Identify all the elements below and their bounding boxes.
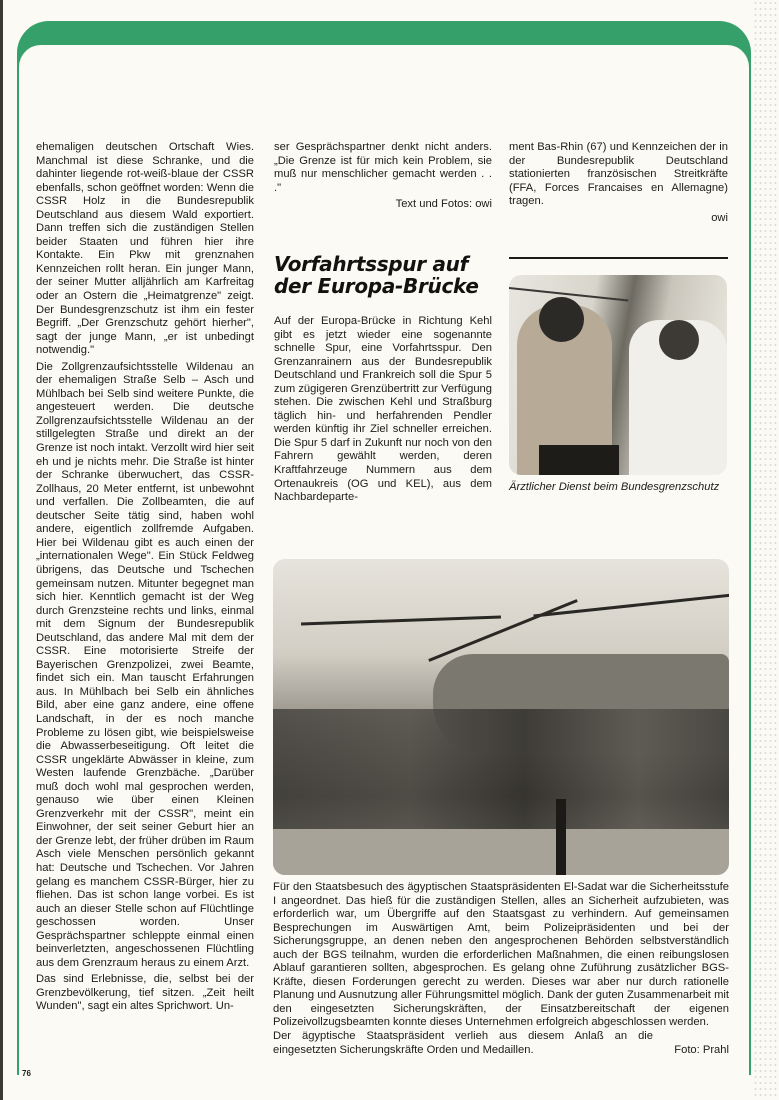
article1-credit: Text und Fotos: owi: [395, 198, 492, 211]
article1-paragraph: ehemaligen deutschen Ortschaft Wies. Manchmal ist diese Schranke, und die dahinter liegende rot-weiß-blaue der CSSR ebenfalls, schon geöffnet worden: Wenn die CSSR Holz in die Bundesrepublik Deutschland aus diesem Wald exportiert. Dann treffen sich die zuständigen Stellen beider Staaten und führen hier ihre Kontakte. Ein Pkw mit grenznahen Kennzeichen rollt heran. Ein junger Mann, der seiner Mutter alljährlich am Karfreitag oder an Ostern die „Heimatgrenze" zeigt. Der Bundesgrenzschutz ist ihm ein fester Begriff. „Der Grenzschutz gehört hierher", sagt der junge Mann, „er ist unbedingt notwendig.": [36, 141, 254, 357]
article2-continuation: ment Bas-Rhin (67) und Kennzeichen der in der Bundesrepublik Deutschland stationierten französischen Streitkräfte (FFA, Forces Francaises en Allemagne) tragen.: [509, 141, 728, 208]
scan-margin-texture: [753, 0, 779, 1100]
photo-figure-doctor-head: [659, 320, 699, 360]
photo-ground: [273, 829, 729, 875]
frame-bottom: [17, 1075, 751, 1081]
photo-helicopter-caption: [273, 881, 729, 1057]
section-divider: [509, 257, 728, 259]
article1-paragraph: Die Zollgrenzaufsichtsstelle Wildenau an der ehemaligen Straße Selb – Asch und Mühlbach bei Selb sind weitere Punkte, die angesteuert werden. Die deutsche Zollgrenzaufsichtsstelle Wildenau an der stillgelegten Straße und direkt an der Grenze ist noch intakt. Verzollt wird hier seit eh und je nichts mehr. Die Straße ist hinter der Schranke überwuchert, das CSSR-Zollhaus, 20 Meter entfernt, ist unbewohnt und verfallen. Die Zollbeamten, die auf deutscher Seite tätig sind, haben wohl andere, eigentlich zollfremde Aufgaben. Hier bei Wildenau gibt es auch einen der „internationalen Wege". Ein Stück Feldweg übrigens, das Deutsche und Tschechen gemeinsam nutzen. Mitunter begegnet man sich hier. Kenntlich gemacht ist der Weg durch Grenzsteine rechts und links, einmal mit dem Signum der Bundesrepublik Deutschland, das andere Mal mit dem der CSSR. Eine motorisierte Streife der Bayerischen Grenzpolizei, zwei Beamte, findet sich ein. Man tauscht Erfahrungen aus. In Mühlbach bei Selb ein ähnliches Bild, aber eine ganz andere, eine offene Landschaft, in der es noch manche Probleme zu lösen gibt, wie beispielsweise die Abwasserbeseitigung. Oft leitet die CSSR ungeklärte Abwässer in kleine, zum Westen laufende Grenzbäche. „Darüber muß doch wohl mal gesprochen werden, genauso wie über einen Kleinen Grenzverkehr mit der CSSR", meint ein Einwohner, der seit seiner Geburt hier an der Grenze lebt, der früher drüben im Raum Asch viele Menschen persönlich gekannt hat: Deutsche und Tschechen. Vor Jahren gelang es manchem CSSR-Bürger, hier zu fliehen. Das ist schon lange vorbei. Es ist auch an dieser Stelle schon auf Flüchtlinge geschossen worden. Unser Gesprächspartner schleppte einmal einen beinverletzten, angeschossenen Flüchtling aus dem Grenzraum heraus zu einem Arzt.: [36, 360, 254, 969]
photo-medical-caption: Ärztlicher Dienst beim Bundesgrenzschutz: [509, 481, 720, 493]
photo-figure-head: [539, 297, 584, 342]
article1-paragraph: Das sind Erlebnisse, die, selbst bei der Grenzbevölkerung, tief sitzen. „Zeit heilt Wunden", sagt ein altes Sprichwort. Un-: [36, 973, 254, 1013]
article2-column2: [509, 141, 728, 228]
photo-rotor-blade: [301, 616, 501, 626]
photo-medical-service: [509, 275, 727, 475]
article2-credit: owi: [711, 211, 728, 224]
photo-figure-trousers: [539, 445, 619, 475]
article2-body: Auf der Europa-Brücke in Richtung Kehl gibt es jetzt wieder eine sogenannte schnelle Spur, eine Vorfahrtsspur. Den Grenzanrainern aus der Bundesrepublik Deutschland und Frankreich soll die Spur 5 zum zügigeren Grenzübertritt zur Verfügung stehen. Die zwischen Kehl und Straßburg täglich hin- und herfahrenden Pendler werden künftig ihr Ziel schneller erreichen. Die Spur 5 darf in Zukunft nur noch von den Fahrern gewählt werden, deren Kraftfahrzeuge Nummern aus dem Ortenaukreis (OG und KEL), aus dem Nachbardeparte-: [274, 315, 492, 504]
scan-edge: [0, 0, 3, 1100]
caption-paragraph: Für den Staatsbesuch des ägyptischen Staatspräsidenten El-Sadat war die Sicherheitsstufe I angeordnet. Das hieß für die zuständigen Stellen, alles an Sicherheit aufzubieten, was erforderlich war, um Übergriffe auf den Staatsgast zu verhindern. Auf gemeinsamen Besprechungen im Auswärtigen Amt, beim Polizeipräsidenten und bei der Sicherungsgruppe, an denen neben den angesprochenen Behörden selbstverständlich auch der BGS teilnahm, wurden die erforderlichen Maßnahmen, die einen reibungslosen Ablauf garantieren sollten, abgesprochen. Es gelang ohne Zuführung zusätzlicher BGS-Kräfte, diesen Forderungen gerecht zu werden. Dieses war aber nur durch rationelle Planung und Ausnutzung aller Führungsmittel möglich. Dank der guten Zusammenarbeit mit den eingesetzten Sicherungskräften, der Einsatzbereitschaft der eigenen Polizeivollzugsbeamten konnte dieses Unternehmen erfolgreich abgeschlossen werden.: [273, 881, 729, 1029]
page-number: 76: [22, 1069, 31, 1078]
article1-ending: ser Gesprächspartner denkt nicht anders. „Die Grenze ist für mich kein Problem, sie muß nur menschlicher gemacht werden . . .": [274, 141, 492, 194]
article2-headline: Vorfahrtsspur auf der Europa-Brücke: [274, 252, 479, 298]
caption-paragraph: Der ägyptische Staatspräsident verlieh aus diesem Anlaß an die eingesetzten Sicherungskräfte Orden und Medaillen.: [273, 1030, 653, 1056]
photo-bollard: [556, 799, 566, 875]
photo-crowd: [273, 709, 729, 829]
photo-rotor-blade: [428, 599, 577, 662]
photo-credit: Foto: Prahl: [674, 1043, 729, 1056]
article2-column1: [274, 315, 492, 508]
article1-column2: [274, 141, 492, 215]
photo-helicopter-visit: [273, 559, 729, 875]
article1-column1: [36, 141, 254, 1017]
